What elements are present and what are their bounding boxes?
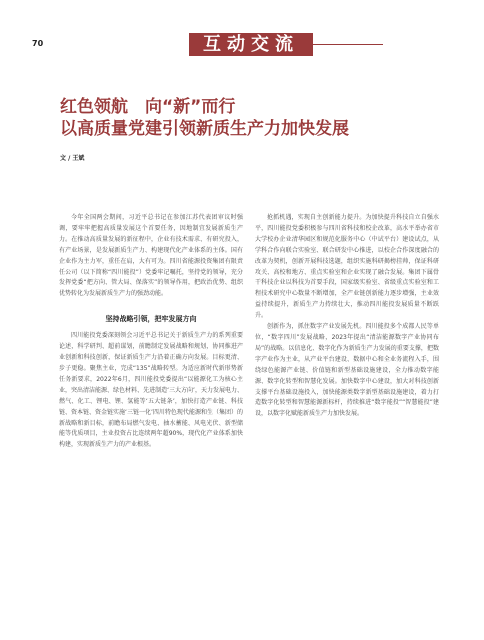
banner-divider <box>313 44 383 45</box>
article-title-line2: 以高质量党建引领新质生产力加快发展 <box>60 119 349 139</box>
body-paragraph: 今年全国两会期间，习近平总书记在参加江苏代表团审议时强调，要牢牢把握高质量发展这个首要任务，因地制宜发展新质生产力。在推动高质量发展的新征程中，企业有技术需求、有研究投入，有产业场景，是发展新质生产力、构建现代化产业体系的主体。国有企业作为主力军，重任在肩，大有可为。四川省能源投资集团有限责任公司（以下简称“四川能投”）党委牢记嘱托，坚持党的领导，充分发挥党委“把方向、管大局、保落实”的领导作用，把政治优势、组织优势转化为发展新质生产力的强劲动能。 <box>59 214 243 298</box>
byline: 文 / 王斌 <box>60 155 85 162</box>
section-label: 互动交流 <box>203 33 299 55</box>
article-title-line1: 红色领航 向“新”而行 <box>60 97 236 117</box>
body-paragraph: 四川能投党委深刻领会习近平总书记关于新质生产力的系列重要论述，科学研判、超前谋划，前瞻制定发展战略和规划，协同推进产业创新和科技创新，保证新质生产力沿着正确方向发展。目标更清、步子更稳。聚焦主业，完成“135”战略转型。为适应新时代新形势新任务新要求，2022年6月，四川能投党委提出“以能源化工为核心主业，突出清洁能源、绿色材料、先进制造‘三大方向’，天力发展电力、燃气、化工、锂电、锂、氢能等‘五大链条’，加快打造产业链、科技链、资本链、资金链实施‘三链一化’四川特色现代能源和生（集团）的新战略和新目标，前瞻布局燃气发电、抽水蓄能、风电光伏、新型储能等优质项目，主业投资占比连续两年超90%，现代化产业体系加快构建，实现新质生产力的产业根基。 <box>59 332 243 449</box>
article-title <box>60 96 440 140</box>
body-paragraph: 创新作为，抓住数字产业发展先机。四川能投多个成都人民等单位，“数字四川”发展战略，2023年提出“清洁能源数字产业协同布局”的战略。以信息化、数字化作为新质生产力发展的重要支撑，把数字产业作为主业，从产业平台建设、数据中心和全业务流程入手，围绕绿色能源产业链、价值链和新型基础设施建设，全力推动数字能源、数字化转型和智慧化发展。加快数字中心建设，加大对科技创新支撑平台基础设施投入，加快能源类数字新型基础设施建设，着力打造数字化转型和智慧能源新标杆，持续推进“数字能投”“智慧能投”建设，以数字化赋能新质生产力加快发展。 <box>255 323 439 418</box>
right-column <box>255 213 439 420</box>
section-banner <box>189 33 313 56</box>
section-heading: 坚持战略引领，把牢发展方向 <box>105 315 197 324</box>
body-paragraph: 抢抓机遇，实现自主创新能力提升。为加快提升科技自立自强水平，四川能投党委积极参与四川省科技和校企改革，高水平举办省市大学校办企业清华园区和规范化服务中心（中试平台）建设试点，从学科合作向联合实验室、联合研发中心推进，以校企合作深度融合的改革为契机，创新开展科技选题，组织实施科研揭榜挂帅，保证科研攻关、高校和地方、重点实验室和企业实现了融合发展。集团下属骨干科技企业以科技为首要手段，国家级实验室、省级重点实验室和工程技术研究中心数量不断增加，全产业链创新能力逐步增强，主业效益持续提升，新质生产力持续壮大，推动四川能投发展质量不断跃升。 <box>255 214 439 320</box>
left-column <box>59 213 243 451</box>
page-number: 70 <box>32 39 44 48</box>
